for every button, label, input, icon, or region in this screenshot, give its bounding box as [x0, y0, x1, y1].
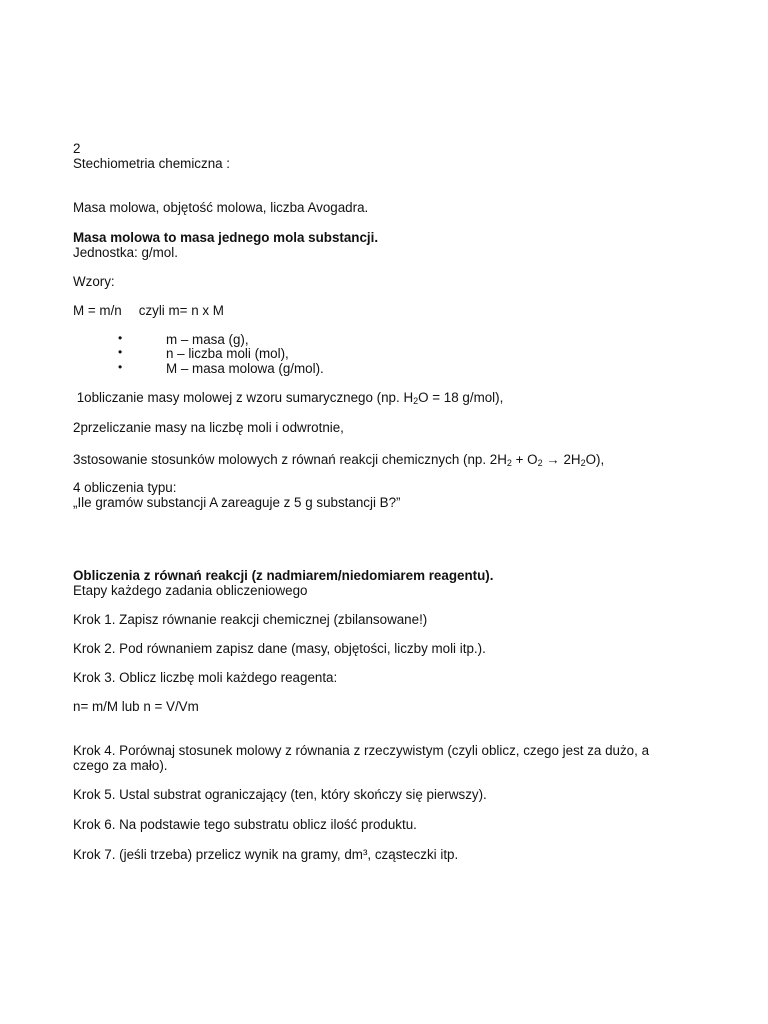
text-part: 1obliczanie masy molowej z wzoru sumarycznego (np. H	[73, 390, 414, 405]
bullet-icon: •	[118, 345, 123, 359]
topic-item-2: 2przeliczanie masy na liczbę moli i odwrotnie,	[73, 420, 344, 435]
subscript: 2	[537, 458, 543, 468]
unit-text: Jednostka: g/mol.	[73, 245, 178, 260]
bullet-icon: •	[118, 360, 123, 374]
formulas-label: Wzory:	[73, 274, 115, 289]
step-4-line-2: czego za mało).	[73, 758, 168, 773]
section-subtitle: Masa molowa, objętość molowa, liczba Avogadra.	[73, 200, 369, 215]
text-part: + O	[511, 452, 538, 467]
text-part: 3stosowanie stosunków molowych z równań reakcji chemicznych (np. 2H	[73, 452, 507, 467]
definition-heading: Masa molowa to masa jednego mola substancji.	[73, 230, 379, 245]
section2-heading: Obliczenia z równań reakcji (z nadmiarem/niedomiarem reagentu).	[73, 568, 494, 583]
section-title: Stechiometria chemiczna :	[73, 156, 231, 171]
page-number: 2	[73, 141, 81, 156]
topic-item-4-example: „Ile gramów substancji A zareaguje z 5 g substancji B?”	[73, 495, 401, 510]
topic-item-3	[73, 452, 604, 467]
step-2: Krok 2. Pod równaniem zapisz dane (masy, objętości, liczby moli itp.).	[73, 641, 486, 656]
bullet-icon: •	[118, 331, 123, 345]
formula-line	[73, 303, 224, 318]
mole-formula: n= m/M lub n = V/Vm	[73, 699, 199, 714]
topic-item-1	[73, 390, 503, 405]
formula-alt: czyli m= n x M	[138, 303, 224, 318]
step-4-line-1: Krok 4. Porównaj stosunek molowy z równania z rzeczywistym (czyli oblicz, czego jest za dużo, a	[73, 743, 650, 758]
step-5: Krok 5. Ustal substrat ograniczający (ten, który skończy się pierwszy).	[73, 787, 487, 802]
text-part: → 2H	[542, 452, 581, 467]
section2-subtitle: Etapy każdego zadania obliczeniowego	[73, 583, 308, 598]
list-item: n – liczba moli (mol),	[166, 346, 289, 361]
text-part: O),	[585, 452, 605, 467]
topic-item-4: 4 obliczenia typu:	[73, 480, 177, 495]
subscript: 2	[580, 458, 586, 468]
step-3: Krok 3. Oblicz liczbę moli każdego reagenta:	[73, 670, 338, 685]
step-7: Krok 7. (jeśli trzeba) przelicz wynik na gramy, dm³, cząsteczki itp.	[73, 847, 459, 862]
subscript: 2	[506, 458, 512, 468]
list-item: M – masa molowa (g/mol).	[166, 361, 324, 376]
step-1: Krok 1. Zapisz równanie reakcji chemicznej (zbilansowane!)	[73, 612, 428, 627]
text-part: O = 18 g/mol),	[418, 390, 504, 405]
step-6: Krok 6. Na podstawie tego substratu oblicz ilość produktu.	[73, 817, 417, 832]
subscript: 2	[413, 396, 419, 406]
formula-main: M = m/n	[73, 303, 122, 318]
list-item: m – masa (g),	[166, 332, 249, 347]
